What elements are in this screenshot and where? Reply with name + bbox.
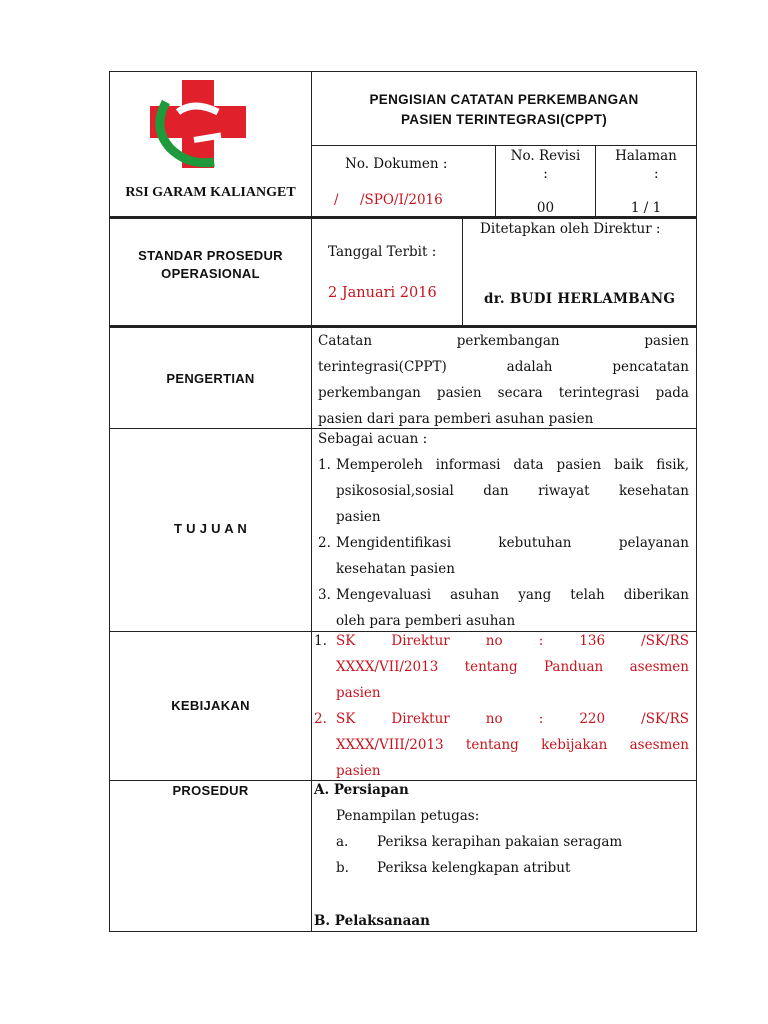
pengertian-line: terintegrasi(CPPT) adalah pencatatan xyxy=(318,359,689,375)
list-item xyxy=(314,628,689,706)
halaman-label: Halaman xyxy=(615,148,677,164)
tujuan-label: T U J U A N xyxy=(173,521,248,536)
list-item xyxy=(314,706,689,784)
item-line: XXXX/VIII/2013 tentang kebijakan asesmen xyxy=(336,737,689,753)
halaman-value: 1 / 1 xyxy=(630,200,662,216)
pengertian-label: PENGERTIAN xyxy=(166,371,255,386)
direktur-name: dr. BUDI HERLAMBANG xyxy=(484,291,676,307)
item-line: SK Direktur no : 220 /SK/RS xyxy=(336,711,689,727)
sop-line-1: STANDAR PROSEDUR xyxy=(138,248,283,263)
title-line-2: PASIEN TERINTEGRASI(CPPT) xyxy=(400,112,607,127)
hospital-logo xyxy=(148,78,248,170)
tujuan-intro: Sebagai acuan : xyxy=(318,431,428,447)
no-revisi-value: 00 xyxy=(536,200,555,216)
no-revisi-label: No. Revisi xyxy=(510,148,581,164)
prosedur-label: PROSEDUR xyxy=(172,783,249,798)
item-line: kesehatan pasien xyxy=(336,561,455,577)
title-line-1: PENGISIAN CATATAN PERKEMBANGAN xyxy=(369,92,639,107)
item-line: psikososial,sosial dan riwayat kesehatan xyxy=(336,483,689,499)
list-item xyxy=(318,530,689,582)
list-item xyxy=(318,582,689,634)
item-text: Periksa kelengkapan atribut xyxy=(377,860,571,876)
item-line: Memperoleh informasi data pasien baik fisik, xyxy=(336,457,689,473)
section-a-heading: A. Persiapan xyxy=(314,782,409,798)
item-number: 2. xyxy=(314,711,327,727)
no-revisi-colon: : xyxy=(543,166,548,182)
pengertian-line: perkembangan pasien secara terintegrasi pada xyxy=(318,385,689,401)
pengertian-text xyxy=(318,328,689,432)
list-item xyxy=(336,829,623,855)
document-title xyxy=(312,90,696,130)
item-text: Periksa kerapihan pakaian seragam xyxy=(377,834,623,850)
list-item xyxy=(318,452,689,530)
item-number: 1. xyxy=(314,633,327,649)
item-number: 2. xyxy=(318,535,331,551)
hospital-name: RSI GARAM KALIANGET xyxy=(125,185,296,200)
tanggal-value: 2 Januari 2016 xyxy=(328,285,437,301)
list-item xyxy=(336,855,571,881)
kebijakan-label: KEBIJAKAN xyxy=(171,698,250,713)
item-line: pasien xyxy=(336,509,381,525)
penampilan-text: Penampilan petugas: xyxy=(336,808,480,824)
item-number: b. xyxy=(336,860,349,876)
item-number: a. xyxy=(336,834,349,850)
no-dokumen-value: / /SPO/I/2016 xyxy=(334,192,443,208)
item-number: 3. xyxy=(318,587,331,603)
item-line: oleh para pemberi asuhan xyxy=(336,613,516,629)
kebijakan-list xyxy=(314,628,689,784)
ditetapkan-label: Ditetapkan oleh Direktur : xyxy=(480,221,661,237)
item-line: SK Direktur no : 136 /SK/RS xyxy=(336,633,689,649)
item-line: XXXX/VII/2013 tentang Panduan asesmen xyxy=(336,659,689,675)
sop-line-2: OPERASIONAL xyxy=(161,266,260,281)
pengertian-line: pasien dari para pemberi asuhan pasien xyxy=(318,411,594,427)
item-line: Mengidentifikasi kebutuhan pelayanan xyxy=(336,535,689,551)
pengertian-line: Catatan perkembangan pasien xyxy=(318,333,689,349)
halaman-colon: : xyxy=(654,166,659,182)
item-line: pasien xyxy=(336,685,381,701)
tanggal-label: Tanggal Terbit : xyxy=(328,244,437,260)
no-dokumen-label: No. Dokumen : xyxy=(345,156,448,172)
item-number: 1. xyxy=(318,457,331,473)
item-line: pasien xyxy=(336,763,381,779)
item-line: Mengevaluasi asuhan yang telah diberikan xyxy=(336,587,689,603)
sop-label xyxy=(110,247,311,283)
tujuan-list xyxy=(318,452,689,634)
section-b-heading: B. Pelaksanaan xyxy=(314,913,430,929)
